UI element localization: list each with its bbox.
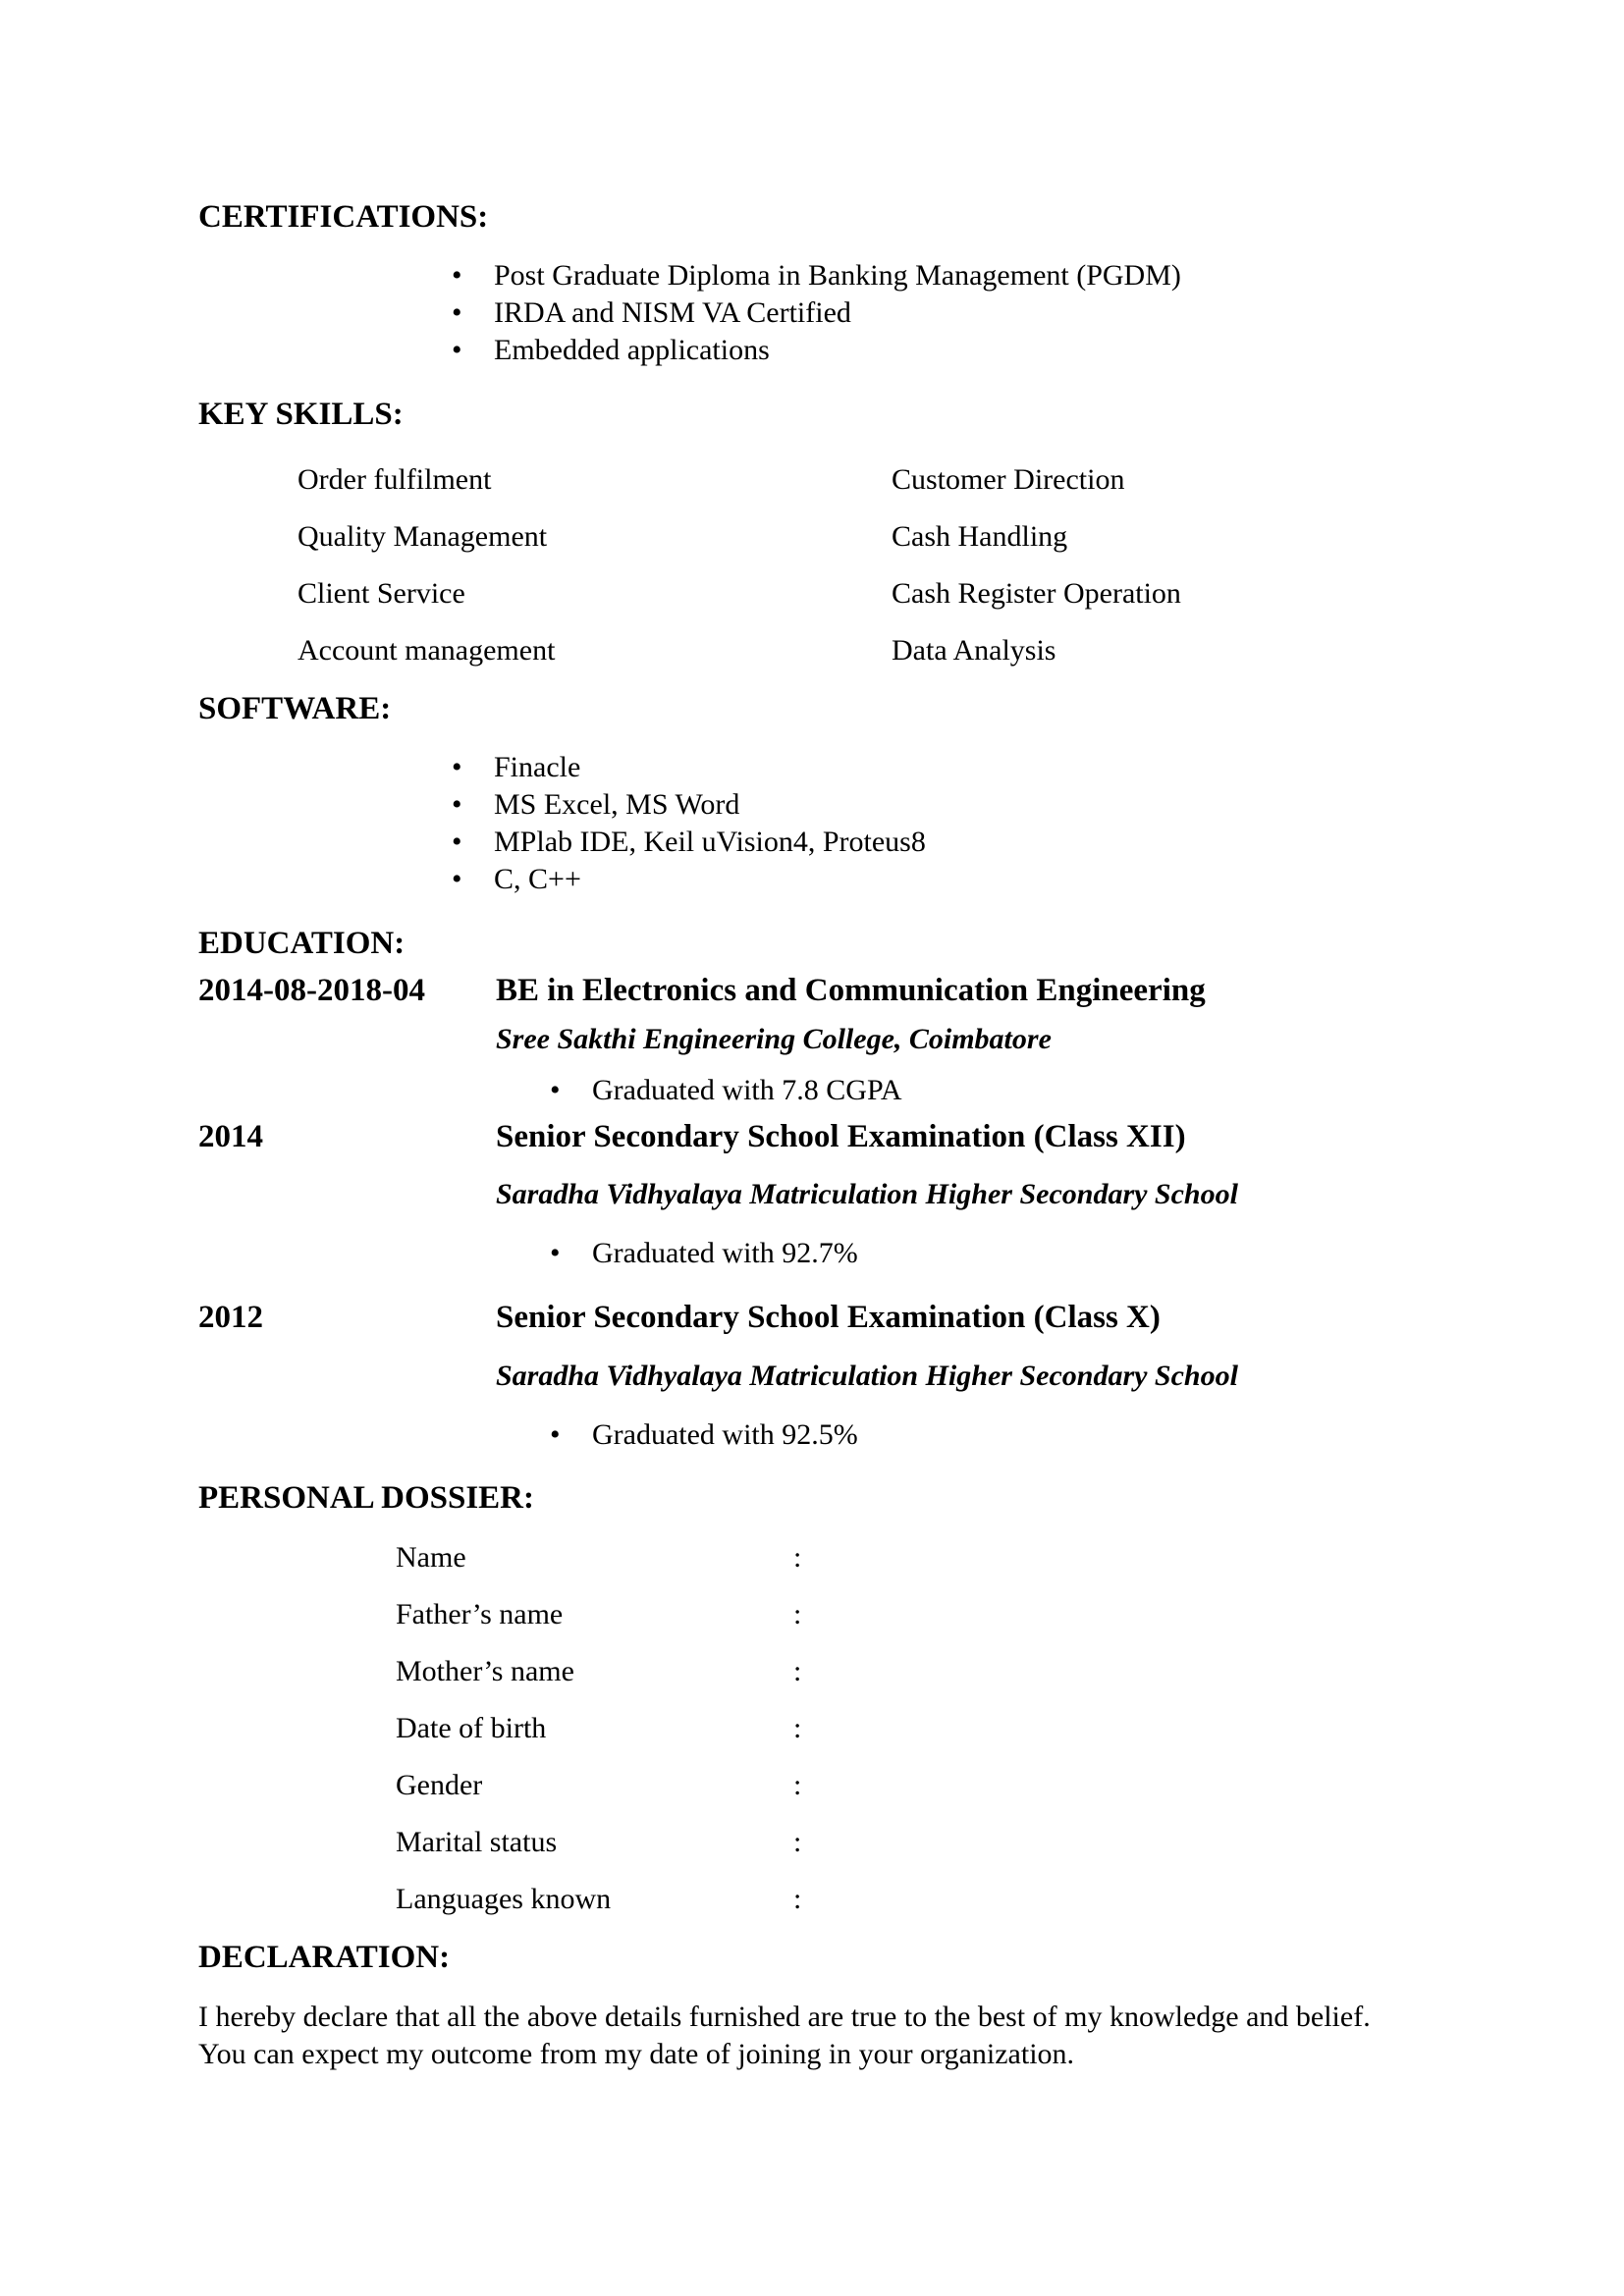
bullet-icon: •: [452, 788, 462, 821]
personal-field-label: Father’s name: [396, 1598, 564, 1630]
personal-field-separator: :: [793, 1826, 802, 1858]
skill-left: Quality Management: [298, 520, 548, 553]
skill-right: Customer Direction: [892, 463, 1125, 496]
software-text: Finacle: [494, 751, 581, 783]
certification-text: IRDA and NISM VA Certified: [494, 296, 851, 329]
education-title: Senior Secondary School Examination (Class X): [496, 1300, 1161, 1335]
education-detail: Graduated with 92.5%: [592, 1418, 858, 1451]
skill-left: Order fulfilment: [298, 463, 492, 496]
personal-field-separator: :: [793, 1883, 802, 1915]
certification-text: Embedded applications: [494, 334, 770, 366]
education-institution: Sree Sakthi Engineering College, Coimbatore: [496, 1023, 1052, 1055]
education-title: BE in Electronics and Communication Engineering: [496, 973, 1206, 1008]
certification-text: Post Graduate Diploma in Banking Management (PGDM): [494, 259, 1181, 292]
education-detail: Graduated with 92.7%: [592, 1237, 858, 1269]
education-institution: Saradha Vidhyalaya Matriculation Higher Secondary School: [496, 1178, 1238, 1210]
personal-field-label: Date of birth: [396, 1712, 547, 1744]
personal-field-label: Marital status: [396, 1826, 558, 1858]
declaration-text: [198, 1999, 1494, 2073]
key-skills-heading: KEY SKILLS:: [198, 397, 404, 432]
personal-field-separator: :: [793, 1712, 802, 1744]
skill-left: Account management: [298, 634, 556, 667]
bullet-icon: •: [550, 1074, 561, 1106]
education-period: 2014-08-2018-04: [198, 973, 425, 1008]
skill-right: Cash Handling: [892, 520, 1068, 553]
personal-field-label: Name: [396, 1541, 466, 1574]
education-detail: Graduated with 7.8 CGPA: [592, 1074, 902, 1106]
education-institution: Saradha Vidhyalaya Matriculation Higher Secondary School: [496, 1360, 1238, 1392]
personal-field-label: Mother’s name: [396, 1655, 574, 1687]
education-period: 2012: [198, 1300, 263, 1335]
education-heading: EDUCATION:: [198, 926, 406, 961]
bullet-icon: •: [452, 296, 462, 329]
bullet-icon: •: [550, 1418, 561, 1451]
personal-field-separator: :: [793, 1769, 802, 1801]
bullet-icon: •: [452, 826, 462, 858]
personal-dossier-heading: PERSONAL DOSSIER:: [198, 1480, 535, 1516]
software-text: MPlab IDE, Keil uVision4, Proteus8: [494, 826, 926, 858]
software-heading: SOFTWARE:: [198, 691, 392, 726]
bullet-icon: •: [452, 334, 462, 366]
personal-field-separator: :: [793, 1655, 802, 1687]
personal-field-separator: :: [793, 1598, 802, 1630]
skill-right: Data Analysis: [892, 634, 1056, 667]
education-period: 2014: [198, 1119, 263, 1154]
personal-field-label: Gender: [396, 1769, 483, 1801]
personal-field-separator: :: [793, 1541, 802, 1574]
software-text: C, C++: [494, 863, 581, 895]
bullet-icon: •: [452, 751, 462, 783]
declaration-line: I hereby declare that all the above details furnished are true to the best of my knowledge and belief.: [198, 2001, 1371, 2033]
education-title: Senior Secondary School Examination (Class XII): [496, 1119, 1186, 1154]
software-text: MS Excel, MS Word: [494, 788, 740, 821]
personal-field-label: Languages known: [396, 1883, 612, 1915]
declaration-line: You can expect my outcome from my date of joining in your organization.: [198, 2038, 1075, 2070]
bullet-icon: •: [452, 863, 462, 895]
certifications-heading: CERTIFICATIONS:: [198, 199, 489, 235]
declaration-heading: DECLARATION:: [198, 1940, 451, 1975]
skill-right: Cash Register Operation: [892, 577, 1181, 610]
bullet-icon: •: [452, 259, 462, 292]
bullet-icon: •: [550, 1237, 561, 1269]
skill-left: Client Service: [298, 577, 465, 610]
